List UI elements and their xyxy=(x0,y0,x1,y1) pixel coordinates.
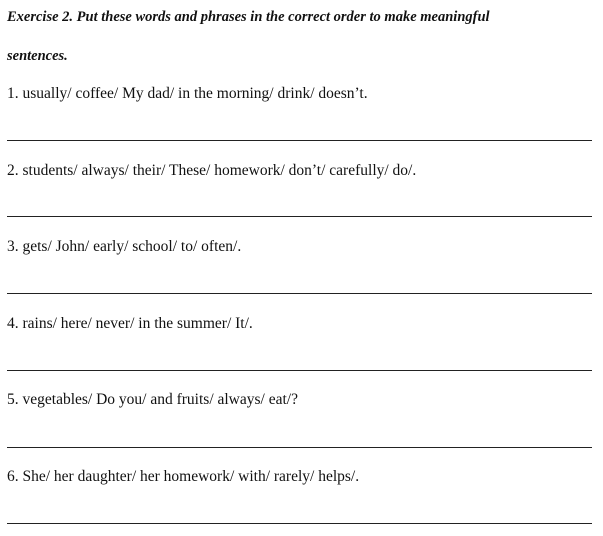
question-4: 4. rains/ here/ never/ in the summer/ It/. xyxy=(7,315,253,332)
exercise-title: Exercise 2. Put these words and phrases in the correct order to make meaningful xyxy=(7,9,490,25)
question-3: 3. gets/ John/ early/ school/ to/ often/. xyxy=(7,238,242,255)
answer-line-4[interactable] xyxy=(7,370,592,371)
question-5: 5. vegetables/ Do you/ and fruits/ always/ eat/? xyxy=(7,391,298,408)
exercise-title-continuation: sentences. xyxy=(7,48,68,64)
question-2: 2. students/ always/ their/ These/ homework/ don’t/ carefully/ do/. xyxy=(7,162,417,179)
answer-line-6[interactable] xyxy=(7,523,592,524)
question-1: 1. usually/ coffee/ My dad/ in the morning/ drink/ doesn’t. xyxy=(7,85,368,102)
answer-line-2[interactable] xyxy=(7,216,592,217)
answer-line-3[interactable] xyxy=(7,293,592,294)
answer-line-5[interactable] xyxy=(7,447,592,448)
question-6: 6. She/ her daughter/ her homework/ with/ rarely/ helps/. xyxy=(7,468,360,485)
answer-line-1[interactable] xyxy=(7,140,592,141)
